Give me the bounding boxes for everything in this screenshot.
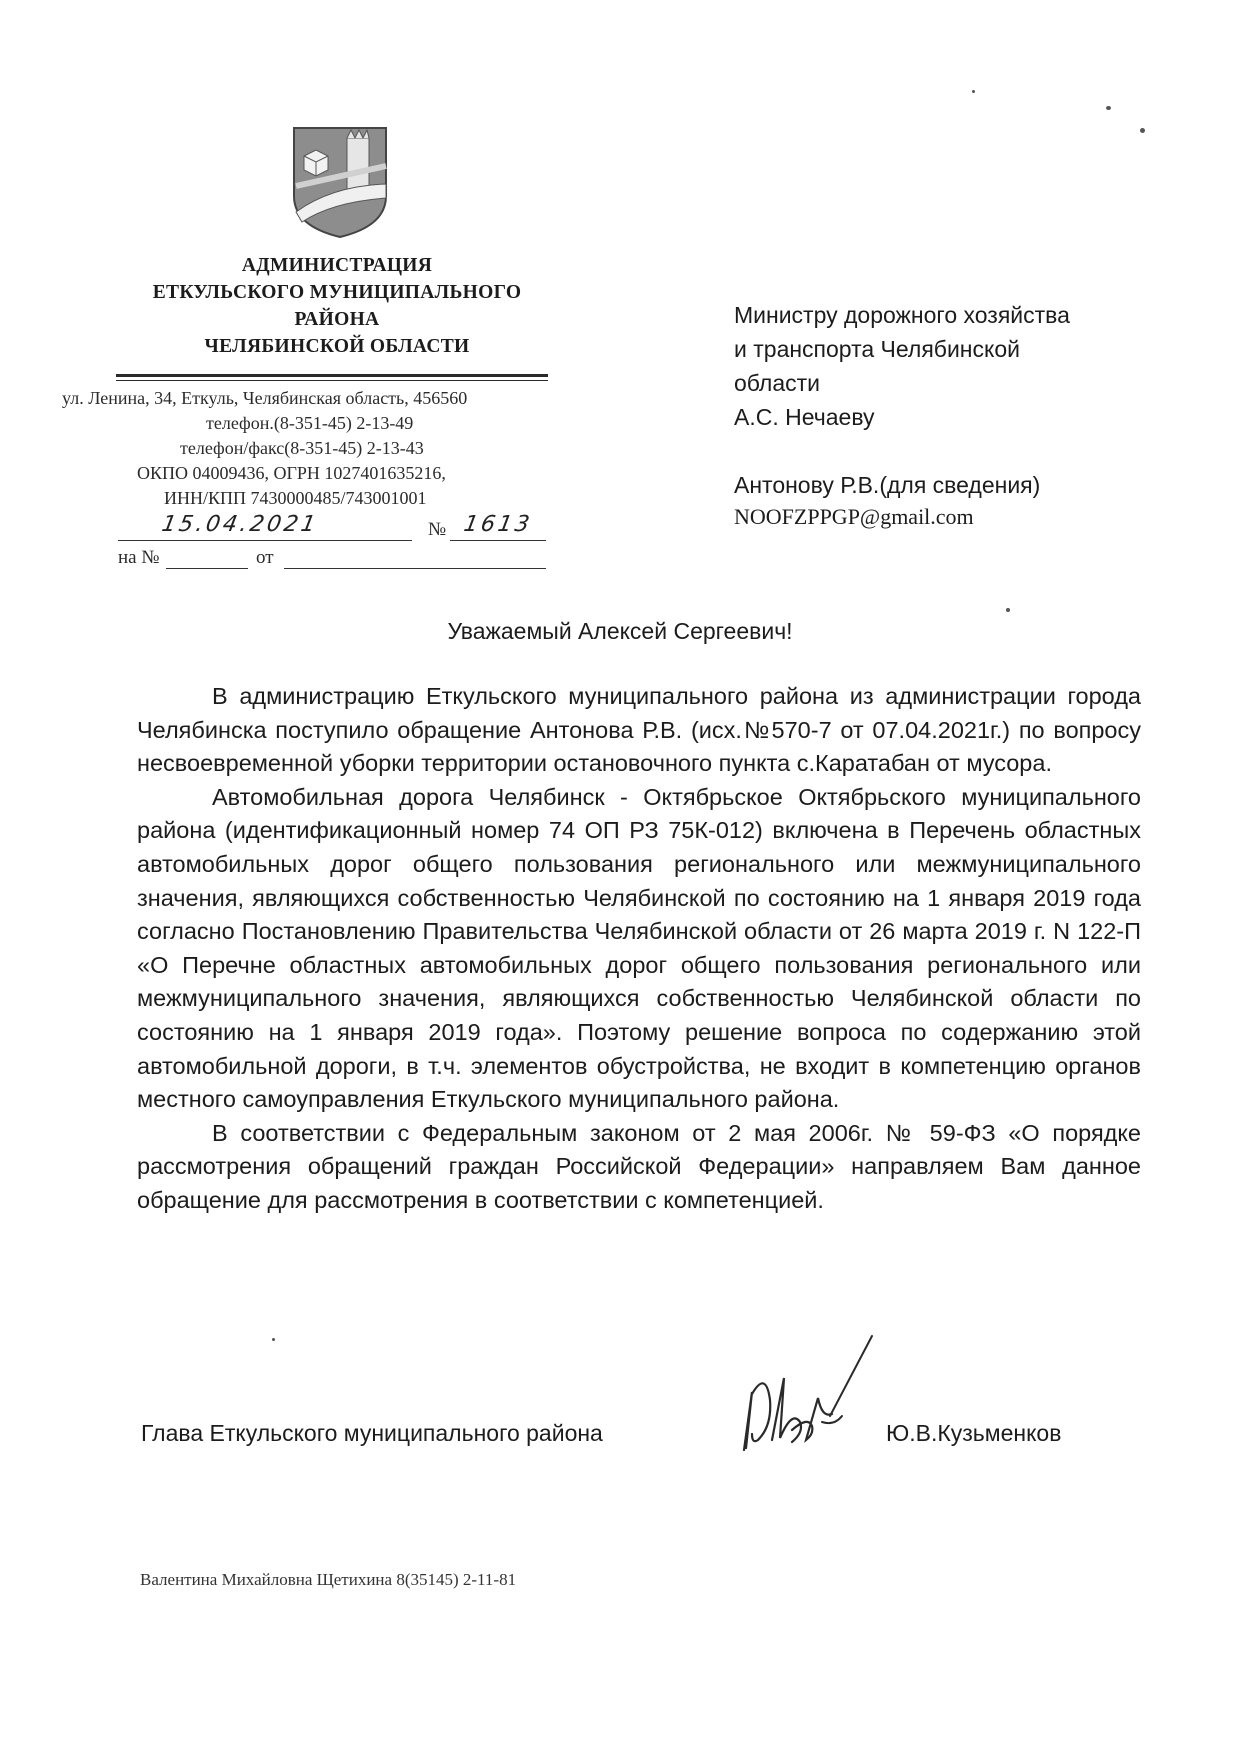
scan-speck (972, 90, 975, 93)
coat-of-arms-icon (292, 126, 388, 239)
recipient-name: А.С. Нечаеву (734, 404, 875, 430)
reply-to-label: на № (118, 547, 160, 568)
greeting: Уважаемый Алексей Сергеевич! (447, 618, 793, 644)
org-name-line-4: ЧЕЛЯБИНСКОЙ ОБЛАСТИ (204, 336, 470, 357)
copy-recipient: Антонову Р.В.(для сведения) (734, 472, 1041, 498)
org-phone-fax: телефон/факс(8-351-45) 2-13-43 (180, 438, 424, 458)
paragraph-3: В соответствии с Федеральным законом от 2 мая 2006г. № 59-ФЗ «О порядке рассмотрения обращений граждан Российской Федерации» направляем Вам данное обращение для рассмотрения в соответствии с компетенцией. (137, 1119, 1141, 1213)
number-line (450, 540, 546, 541)
scan-speck (1140, 128, 1145, 133)
scan-speck (272, 1338, 275, 1341)
handwritten-signature-icon (722, 1330, 892, 1480)
recipient-line-2: и транспорта Челябинской (734, 336, 1020, 362)
org-phone: телефон.(8-351-45) 2-13-49 (206, 413, 414, 433)
paragraph-1: В администрацию Еткульского муниципального района из администрации города Челябинска поступило обращение Антонова Р.В. (исх.№570-7 от 07.04.2021г.) по вопросу несвоевременной уборки территории остановочного пункта с.Каратабан от мусора. (137, 683, 1141, 777)
header-divider-thin (116, 380, 548, 381)
scan-speck (1006, 608, 1010, 612)
org-address: ул. Ленина, 34, Еткуль, Челябинская область, 456560 (62, 388, 468, 408)
recipient-line-1: Министру дорожного хозяйства (734, 302, 1070, 328)
number-label: № (428, 519, 447, 540)
org-name-line-3: РАЙОНА (294, 309, 380, 330)
signatory-name: Ю.В.Кузьменков (886, 1420, 1062, 1446)
org-okpo-ogrn: ОКПО 04009436, ОГРН 1027401635216, (137, 463, 446, 483)
outgoing-date: 15.04.2021 (159, 512, 321, 537)
outgoing-number: 1613 (461, 512, 535, 537)
reply-date-line (284, 568, 546, 569)
signatory-position: Глава Еткульского муниципального района (141, 1420, 603, 1446)
org-name-line-1: АДМИНИСТРАЦИЯ (241, 255, 433, 276)
scan-speck (1106, 106, 1111, 110)
reply-number-line (166, 568, 248, 569)
header-divider (116, 374, 548, 377)
date-line (118, 540, 412, 541)
executor-contact: Валентина Михайловна Щетихина 8(35145) 2-11-81 (140, 1570, 517, 1589)
org-inn-kpp: ИНН/КПП 7430000485/743001001 (164, 488, 427, 508)
paragraph-2: Автомобильная дорога Челябинск - Октябрьское Октябрьского муниципального района (идентификационный номер 74 ОП РЗ 75К-012) включена в Перечень областных автомобильных дорог общего пользования регионального или межмуниципального значения, являющихся собственностью Челябинской по состоянию на 1 января 2019 года согласно Постановлению Правительства Челябинской области от 26 марта 2019 г. N 122-П «О Перечне областных автомобильных дорог общего пользования регионального или межмуниципального значения, являющихся собственностью Челябинской области по состоянию на 1 января 2019 года». Поэтому решение вопроса по содержанию этой автомобильной дороги, в т.ч. элементов обустройства, не входит в компетенцию органов местного самоуправления Еткульского муниципального района. (137, 783, 1141, 1113)
letter-body (137, 680, 1141, 1218)
recipient-email: NOOFZPPGP@gmail.com (734, 504, 974, 529)
org-name-line-2: ЕТКУЛЬСКОГО МУНИЦИПАЛЬНОГО (152, 282, 522, 303)
recipient-line-3: области (734, 370, 821, 396)
reply-from-label: от (256, 547, 274, 568)
